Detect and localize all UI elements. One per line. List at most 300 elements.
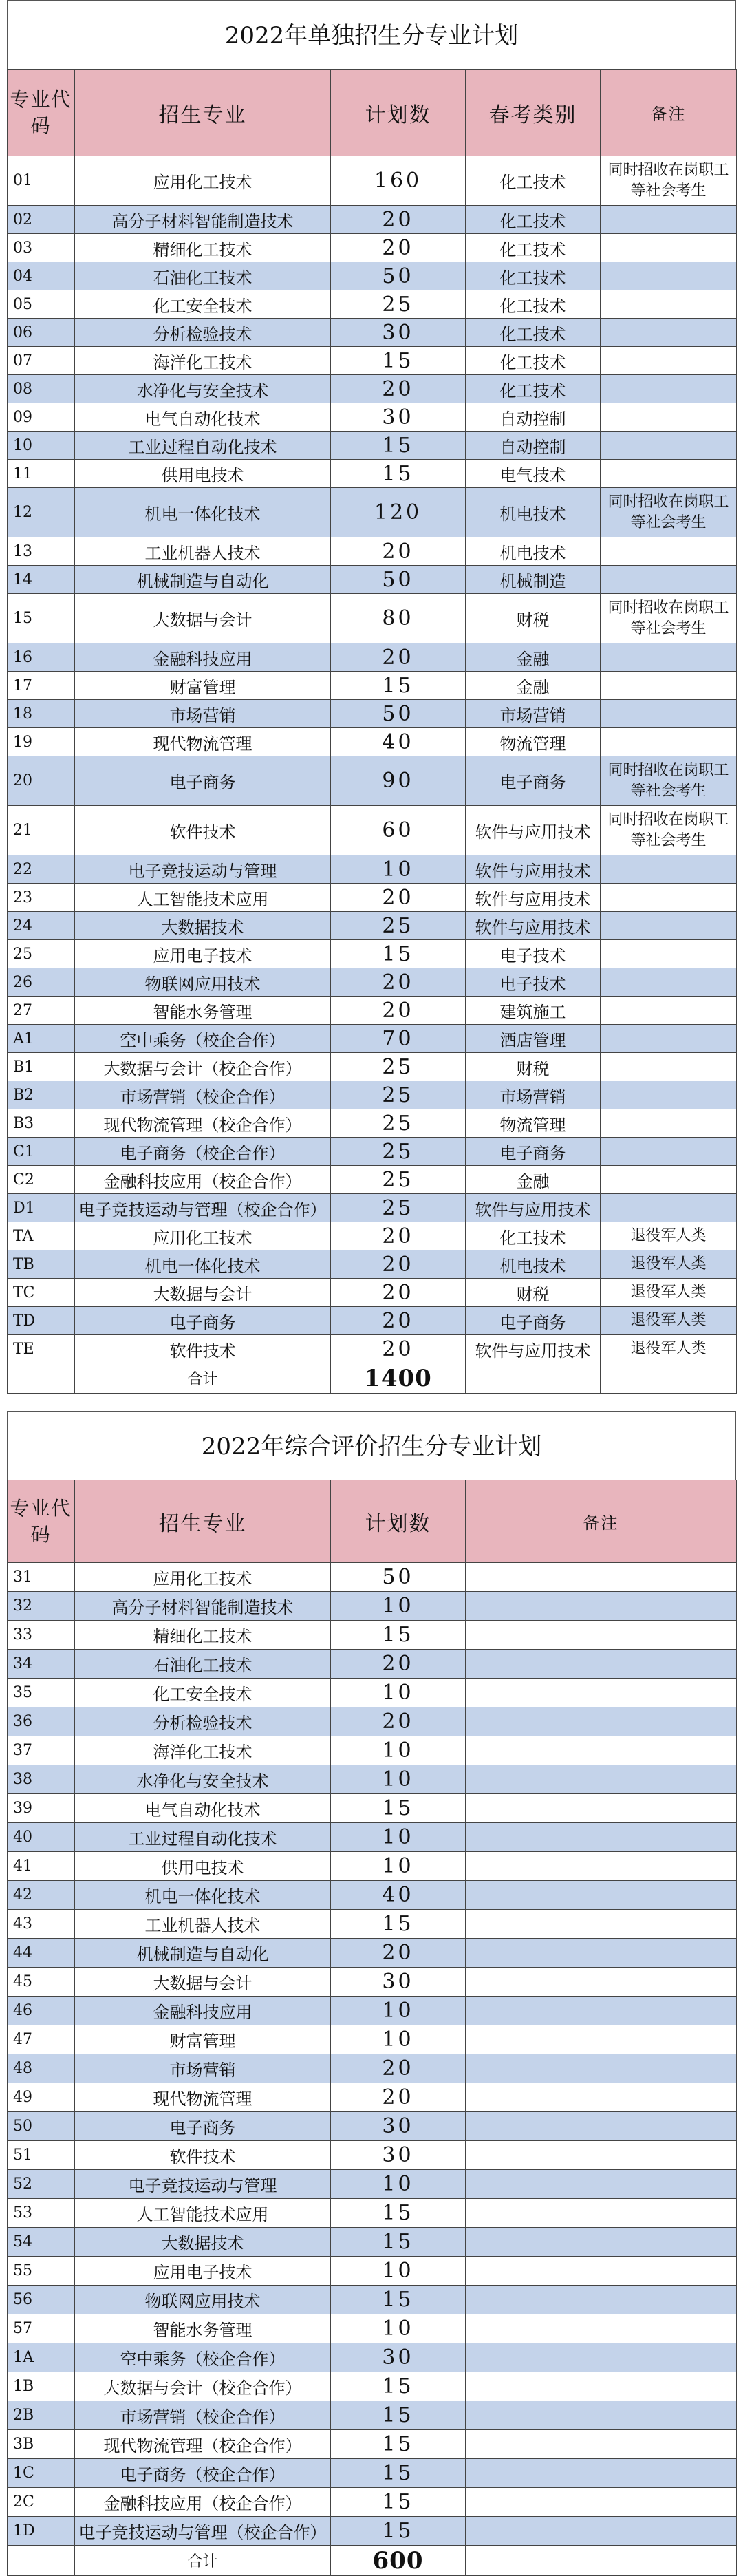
cell-category: 财税 [466,1279,601,1307]
table-row [8,700,737,728]
cell-code: TB [8,1250,75,1279]
cell-category: 化工技术 [466,347,601,375]
cell-major: 高分子材料智能制造技术 [75,206,331,234]
cell-major: 现代物流管理 [75,2083,331,2112]
cell-note [601,403,737,432]
cell-major: 电子竞技运动与管理（校企合作） [75,1194,331,1222]
cell-major: 金融科技应用 [75,643,331,672]
table-row [8,2401,737,2430]
cell-note [466,1997,737,2025]
cell-code: 38 [8,1765,75,1794]
table-row [8,566,737,594]
table-row [8,1968,737,1997]
cell-major: 工业过程自动化技术 [75,432,331,460]
total-row [8,2546,737,2576]
cell-major: 高分子材料智能制造技术 [75,1592,331,1621]
table-row [8,375,737,403]
cell-plan: 25 [331,1166,466,1194]
cell-code: 44 [8,1939,75,1968]
cell-code: 49 [8,2083,75,2112]
cell-note [466,1650,737,1679]
table-row [8,1881,737,1910]
cell-major: 市场营销（校企合作） [75,1081,331,1109]
cell-code: 27 [8,997,75,1025]
cell-category: 电子商务 [466,756,601,806]
cell-plan: 15 [331,2488,466,2517]
total-value: 600 [331,2546,466,2576]
cell-major: 分析检验技术 [75,1707,331,1736]
cell-major: 人工智能技术应用 [75,884,331,912]
cell-code: 41 [8,1852,75,1881]
cell-note [601,912,737,940]
cell-plan: 20 [331,537,466,566]
table-body [8,1563,737,2546]
cell-plan: 160 [331,156,466,206]
plan-table [7,69,737,1394]
cell-plan: 15 [331,2228,466,2257]
cell-category: 机电技术 [466,1250,601,1279]
cell-category: 电子技术 [466,968,601,997]
table-row [8,855,737,884]
cell-code: 56 [8,2286,75,2314]
table-row [8,672,737,700]
cell-note [466,1939,737,1968]
cell-major: 大数据与会计 [75,594,331,643]
total-empty [466,1363,601,1394]
header-row [8,1480,737,1563]
cell-category: 软件与应用技术 [466,1335,601,1363]
cell-major: 空中乘务（校企合作） [75,2343,331,2372]
cell-category: 化工技术 [466,234,601,262]
cell-category: 化工技术 [466,1222,601,1250]
cell-code: 18 [8,700,75,728]
table-row [8,319,737,347]
cell-category: 化工技术 [466,262,601,290]
cell-plan: 25 [331,1194,466,1222]
cell-code: 35 [8,1679,75,1707]
comprehensive-evaluation-plan [0,1411,743,2576]
table-row [8,1707,737,1736]
cell-code: 40 [8,1823,75,1852]
cell-major: 分析检验技术 [75,319,331,347]
cell-note [466,1794,737,1823]
cell-major: 市场营销（校企合作） [75,2401,331,2430]
cell-code: 10 [8,432,75,460]
cell-note [466,2170,737,2199]
cell-plan: 20 [331,1250,466,1279]
cell-code: 09 [8,403,75,432]
cell-plan: 10 [331,2170,466,2199]
cell-major: 智能水务管理 [75,997,331,1025]
cell-major: 电子商务 [75,2112,331,2141]
cell-plan: 30 [331,2141,466,2170]
cell-note [601,537,737,566]
table-row [8,2112,737,2141]
cell-note [466,2488,737,2517]
table-row [8,968,737,997]
cell-plan: 25 [331,1053,466,1081]
cell-plan: 15 [331,2430,466,2459]
header-major: 招生专业 [75,70,331,156]
cell-code: 26 [8,968,75,997]
cell-major: 石油化工技术 [75,1650,331,1679]
table-row [8,290,737,319]
cell-code: 43 [8,1910,75,1939]
cell-code: TA [8,1222,75,1250]
total-label: 合计 [75,2546,331,2576]
cell-note [601,1166,737,1194]
cell-code: 39 [8,1794,75,1823]
table-row [8,2286,737,2314]
table-row [8,2257,737,2286]
cell-major: 金融科技应用（校企合作） [75,2488,331,2517]
cell-major: 机电一体化技术 [75,1881,331,1910]
cell-category: 物流管理 [466,728,601,756]
cell-note [601,1194,737,1222]
cell-note [466,1592,737,1621]
cell-plan: 15 [331,1910,466,1939]
cell-code: 46 [8,1997,75,2025]
table-row [8,1794,737,1823]
cell-major: 化工安全技术 [75,1679,331,1707]
cell-note [466,2083,737,2112]
table-row [8,806,737,855]
cell-category: 机电技术 [466,488,601,537]
cell-code: 24 [8,912,75,940]
cell-note [601,643,737,672]
table-row [8,1194,737,1222]
table-row [8,2170,737,2199]
header-category: 春考类别 [466,70,601,156]
cell-note: 退役军人类 [601,1279,737,1307]
cell-code: 23 [8,884,75,912]
cell-note: 退役军人类 [601,1307,737,1335]
table-row [8,940,737,968]
cell-plan: 120 [331,488,466,537]
cell-code: 47 [8,2025,75,2054]
cell-code: 04 [8,262,75,290]
cell-plan: 25 [331,912,466,940]
cell-major: 智能水务管理 [75,2314,331,2343]
header-code: 专业代码 [8,70,75,156]
cell-plan: 50 [331,566,466,594]
header-major: 招生专业 [75,1480,331,1563]
cell-code: 1B [8,2372,75,2401]
table-row [8,1650,737,1679]
cell-code: 55 [8,2257,75,2286]
cell-major: 大数据与会计 [75,1968,331,1997]
cell-category: 软件与应用技术 [466,912,601,940]
cell-category: 物流管理 [466,1109,601,1138]
cell-code: 45 [8,1968,75,1997]
cell-plan: 20 [331,1279,466,1307]
total-empty [8,2546,75,2576]
cell-note [466,1679,737,1707]
cell-note [601,432,737,460]
cell-major: 人工智能技术应用 [75,2199,331,2228]
cell-major: 大数据技术 [75,2228,331,2257]
cell-note: 同时招收在岗职工等社会考生 [601,488,737,537]
cell-category: 金融 [466,672,601,700]
cell-plan: 10 [331,1736,466,1765]
cell-plan: 15 [331,460,466,488]
cell-code: 1A [8,2343,75,2372]
cell-major: 供用电技术 [75,460,331,488]
cell-code: 02 [8,206,75,234]
cell-plan: 10 [331,855,466,884]
cell-category: 化工技术 [466,319,601,347]
cell-note [466,2517,737,2546]
cell-major: 大数据与会计（校企合作） [75,2372,331,2401]
cell-code: 11 [8,460,75,488]
cell-major: 精细化工技术 [75,234,331,262]
cell-plan: 10 [331,1679,466,1707]
cell-plan: 10 [331,1823,466,1852]
table-row [8,234,737,262]
cell-code: 07 [8,347,75,375]
cell-major: 现代物流管理（校企合作） [75,1109,331,1138]
cell-plan: 20 [331,1939,466,1968]
cell-code: 48 [8,2054,75,2083]
cell-code: 15 [8,594,75,643]
cell-category: 自动控制 [466,432,601,460]
cell-note [601,262,737,290]
table-row [8,1852,737,1881]
cell-major: 机电一体化技术 [75,488,331,537]
cell-code: 20 [8,756,75,806]
cell-code: TD [8,1307,75,1335]
table-row [8,432,737,460]
cell-code: 01 [8,156,75,206]
cell-plan: 20 [331,2083,466,2112]
cell-note [466,1881,737,1910]
table-row [8,1823,737,1852]
cell-note [466,1968,737,1997]
total-empty [466,2546,737,2576]
cell-category: 市场营销 [466,700,601,728]
cell-code: 17 [8,672,75,700]
table-row [8,1997,737,2025]
cell-major: 财富管理 [75,672,331,700]
total-label: 合计 [75,1363,331,1394]
cell-major: 化工安全技术 [75,290,331,319]
table-row [8,884,737,912]
header-row [8,70,737,156]
cell-major: 市场营销 [75,2054,331,2083]
cell-code: 50 [8,2112,75,2141]
table-row [8,2314,737,2343]
cell-major: 物联网应用技术 [75,968,331,997]
cell-major: 现代物流管理 [75,728,331,756]
cell-plan: 15 [331,432,466,460]
table-row [8,1025,737,1053]
cell-plan: 10 [331,2314,466,2343]
cell-code: 14 [8,566,75,594]
cell-major: 机械制造与自动化 [75,566,331,594]
cell-plan: 15 [331,2372,466,2401]
cell-code: B1 [8,1053,75,1081]
table-row [8,594,737,643]
table-row [8,2054,737,2083]
cell-note [601,1138,737,1166]
cell-plan: 15 [331,2286,466,2314]
cell-code: 3B [8,2430,75,2459]
table-row [8,1679,737,1707]
cell-plan: 15 [331,2199,466,2228]
cell-major: 水净化与安全技术 [75,375,331,403]
cell-major: 电子商务（校企合作） [75,2459,331,2488]
cell-major: 电子竞技运动与管理（校企合作） [75,2517,331,2546]
cell-major: 应用化工技术 [75,1563,331,1592]
cell-major: 财富管理 [75,2025,331,2054]
cell-note [466,2430,737,2459]
cell-plan: 15 [331,2459,466,2488]
cell-category: 化工技术 [466,375,601,403]
table-row [8,2488,737,2517]
cell-code: 51 [8,2141,75,2170]
cell-plan: 40 [331,1881,466,1910]
table-row [8,728,737,756]
cell-category: 自动控制 [466,403,601,432]
cell-plan: 80 [331,594,466,643]
table-row [8,1222,737,1250]
cell-plan: 30 [331,403,466,432]
cell-note [466,1765,737,1794]
cell-code: 31 [8,1563,75,1592]
cell-code: 2C [8,2488,75,2517]
plan-table [7,1480,737,2576]
cell-major: 市场营销 [75,700,331,728]
cell-code: 21 [8,806,75,855]
table-row [8,2459,737,2488]
table-row [8,2141,737,2170]
table-row [8,537,737,566]
cell-major: 现代物流管理（校企合作） [75,2430,331,2459]
header-code: 专业代码 [8,1480,75,1563]
cell-note [601,997,737,1025]
table-row [8,206,737,234]
cell-note [466,2257,737,2286]
cell-plan: 10 [331,1592,466,1621]
cell-note [601,884,737,912]
table-row [8,347,737,375]
cell-category: 电子技术 [466,940,601,968]
cell-code: 37 [8,1736,75,1765]
table-row [8,460,737,488]
cell-plan: 70 [331,1025,466,1053]
table-row [8,1335,737,1363]
cell-major: 软件技术 [75,2141,331,2170]
cell-major: 应用电子技术 [75,2257,331,2286]
cell-note [601,968,737,997]
cell-note [466,1621,737,1650]
table-row [8,403,737,432]
cell-category: 软件与应用技术 [466,884,601,912]
table-row [8,1563,737,1592]
cell-plan: 10 [331,1765,466,1794]
cell-category: 电子商务 [466,1138,601,1166]
cell-category: 市场营销 [466,1081,601,1109]
cell-major: 水净化与安全技术 [75,1765,331,1794]
cell-note [601,234,737,262]
cell-code: 34 [8,1650,75,1679]
cell-plan: 20 [331,1222,466,1250]
cell-note [601,1109,737,1138]
cell-code: 33 [8,1621,75,1650]
cell-code: A1 [8,1025,75,1053]
cell-plan: 90 [331,756,466,806]
cell-plan: 25 [331,1138,466,1166]
table-row [8,1939,737,1968]
cell-note [601,1081,737,1109]
cell-code: 22 [8,855,75,884]
cell-code: 12 [8,488,75,537]
cell-plan: 30 [331,2343,466,2372]
table-row [8,1307,737,1335]
cell-code: 25 [8,940,75,968]
table-row [8,1910,737,1939]
cell-note: 退役军人类 [601,1222,737,1250]
table-row [8,2372,737,2401]
header-plan: 计划数 [331,70,466,156]
cell-plan: 20 [331,1650,466,1679]
cell-major: 电子竞技运动与管理 [75,2170,331,2199]
cell-code: B2 [8,1081,75,1109]
cell-plan: 15 [331,940,466,968]
cell-plan: 20 [331,206,466,234]
cell-major: 工业机器人技术 [75,537,331,566]
cell-plan: 15 [331,1794,466,1823]
cell-note [466,1852,737,1881]
cell-note [466,2314,737,2343]
table-title: 2022年单独招生分专业计划 [7,0,736,69]
cell-major: 电子竞技运动与管理 [75,855,331,884]
cell-note [466,2459,737,2488]
cell-major: 大数据技术 [75,912,331,940]
cell-plan: 25 [331,1081,466,1109]
cell-code: 19 [8,728,75,756]
cell-category: 机械制造 [466,566,601,594]
cell-note [601,1025,737,1053]
table-row [8,1279,737,1307]
table-row [8,1053,737,1081]
cell-plan: 10 [331,2257,466,2286]
cell-major: 软件技术 [75,806,331,855]
table-row [8,1621,737,1650]
table-row [8,2430,737,2459]
cell-plan: 20 [331,2054,466,2083]
cell-code: C2 [8,1166,75,1194]
cell-major: 工业过程自动化技术 [75,1823,331,1852]
cell-major: 电子商务 [75,1307,331,1335]
table-body [8,156,737,1363]
cell-note [601,855,737,884]
cell-major: 金融科技应用（校企合作） [75,1166,331,1194]
cell-plan: 25 [331,290,466,319]
cell-note: 同时招收在岗职工等社会考生 [601,156,737,206]
header-note: 备注 [466,1480,737,1563]
cell-plan: 60 [331,806,466,855]
cell-major: 电子商务 [75,756,331,806]
cell-note [466,1910,737,1939]
cell-plan: 50 [331,700,466,728]
cell-code: 54 [8,2228,75,2257]
table-row [8,488,737,537]
cell-note [466,1736,737,1765]
cell-code: 42 [8,1881,75,1910]
cell-note [466,2112,737,2141]
cell-plan: 15 [331,672,466,700]
